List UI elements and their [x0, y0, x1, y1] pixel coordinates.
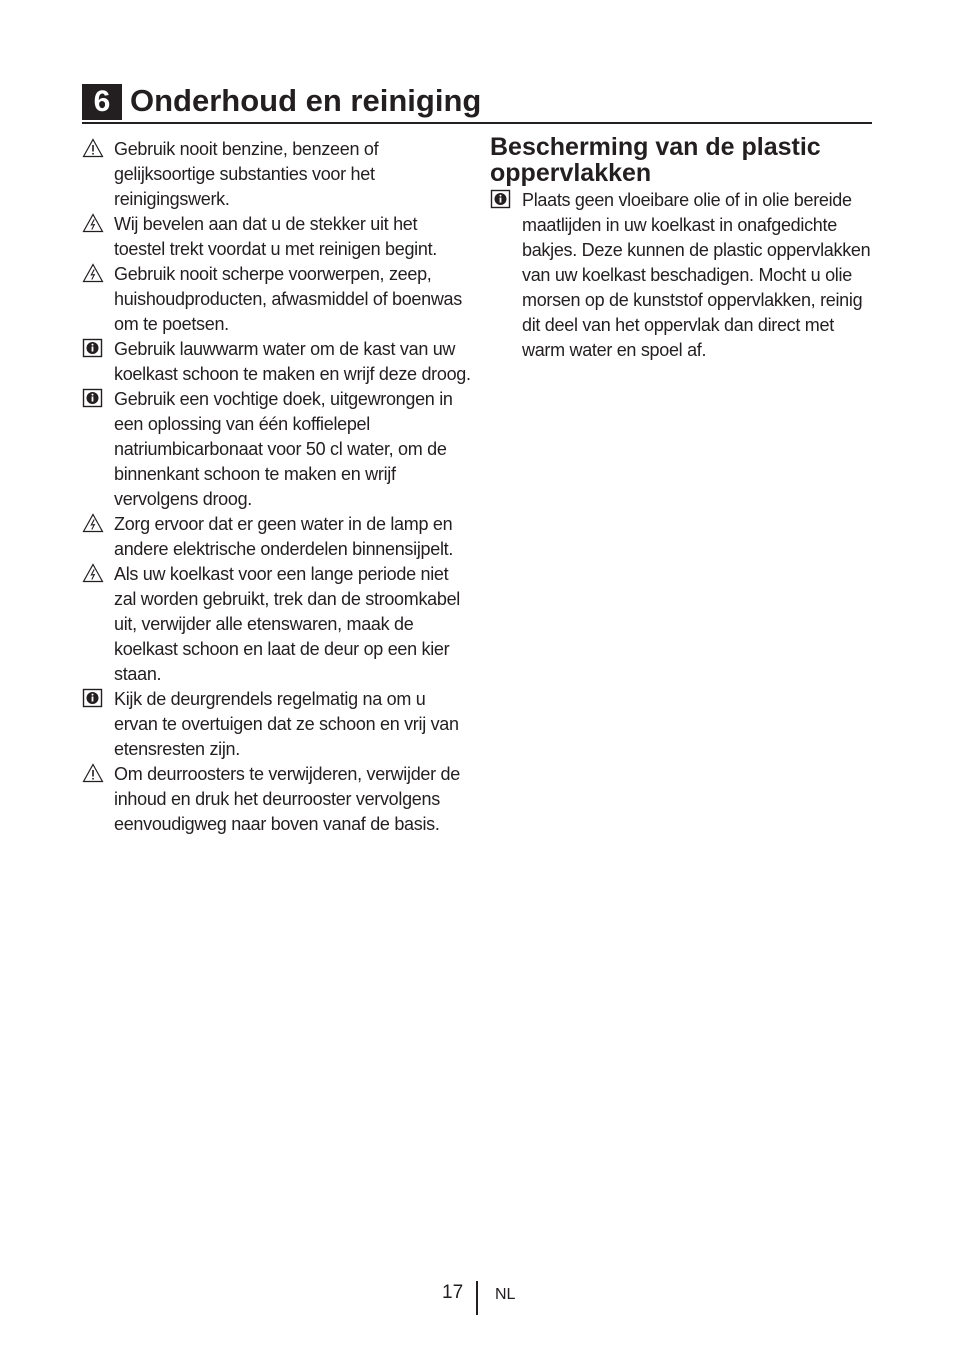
- list-item: [82, 512, 472, 562]
- electric-warning-icon: [82, 563, 104, 583]
- list-item: [82, 137, 472, 212]
- electric-warning-icon: [82, 213, 104, 233]
- info-icon: [82, 688, 104, 708]
- chapter-header: [82, 82, 872, 124]
- item-text: Wij bevelen aan dat u de stekker uit het toestel trekt voordat u met reinigen begint.: [114, 214, 437, 259]
- item-text: Gebruik nooit scherpe voorwerpen, zeep, huishoudproducten, afwasmiddel of boenwas om te poetsen.: [114, 264, 462, 334]
- list-item: [82, 562, 472, 687]
- info-icon: [490, 189, 512, 209]
- list-item: [82, 212, 472, 262]
- item-text: Gebruik lauwwarm water om de kast van uw koelkast schoon te maken en wrijf deze droog.: [114, 339, 471, 384]
- list-item: [490, 188, 880, 363]
- chapter-number: 6: [82, 84, 122, 120]
- info-icon: [82, 388, 104, 408]
- left-column: [82, 137, 472, 837]
- list-item: [82, 337, 472, 387]
- electric-warning-icon: [82, 263, 104, 283]
- list-item: [82, 762, 472, 837]
- item-text: Gebruik nooit benzine, benzeen of gelijksoortige substanties voor het reinigingswerk.: [114, 139, 379, 209]
- electric-warning-icon: [82, 513, 104, 533]
- item-text: Zorg ervoor dat er geen water in de lamp en andere elektrische onderdelen binnensijpelt.: [114, 514, 454, 559]
- list-item: [82, 387, 472, 512]
- list-item: [82, 262, 472, 337]
- list-item: [82, 687, 472, 762]
- warning-icon: [82, 763, 104, 783]
- section-heading: Bescherming van de plastic oppervlakken: [490, 133, 821, 187]
- info-icon: [82, 338, 104, 358]
- warning-icon: [82, 138, 104, 158]
- item-text: Gebruik een vochtige doek, uitgewrongen in een oplossing van één koffielepel natriumbicarbonaat voor 50 cl water, om de binnenkant schoon te maken en wrijf vervolgens droog.: [114, 389, 453, 509]
- item-text: Plaats geen vloeibare olie of in olie bereide maatlijden in uw koelkast in onafgedichte bakjes. Deze kunnen de plastic oppervlakken van uw koelkast beschadigen. Mocht u olie morsen op de kunststof oppervlakken, reinig dit deel van het oppervlak dan direct met warm water en spoel af.: [522, 190, 871, 360]
- item-text: Om deurroosters te verwijderen, verwijder de inhoud en druk het deurrooster vervolgens eenvoudigweg naar boven vanaf de basis.: [114, 764, 460, 834]
- chapter-title: Onderhoud en reiniging: [130, 83, 482, 118]
- right-column: [490, 134, 880, 363]
- footer-divider: [476, 1281, 478, 1315]
- page-number: 17: [442, 1282, 464, 1303]
- item-text: Kijk de deurgrendels regelmatig na om u ervan te overtuigen dat ze schoon en vrij van etensresten zijn.: [114, 689, 459, 759]
- language-code: NL: [495, 1286, 516, 1303]
- item-text: Als uw koelkast voor een lange periode niet zal worden gebruikt, trek dan de stroomkabel uit, verwijder alle etenswaren, maak de koelkast schoon en laat de deur op een kier staan.: [114, 564, 460, 684]
